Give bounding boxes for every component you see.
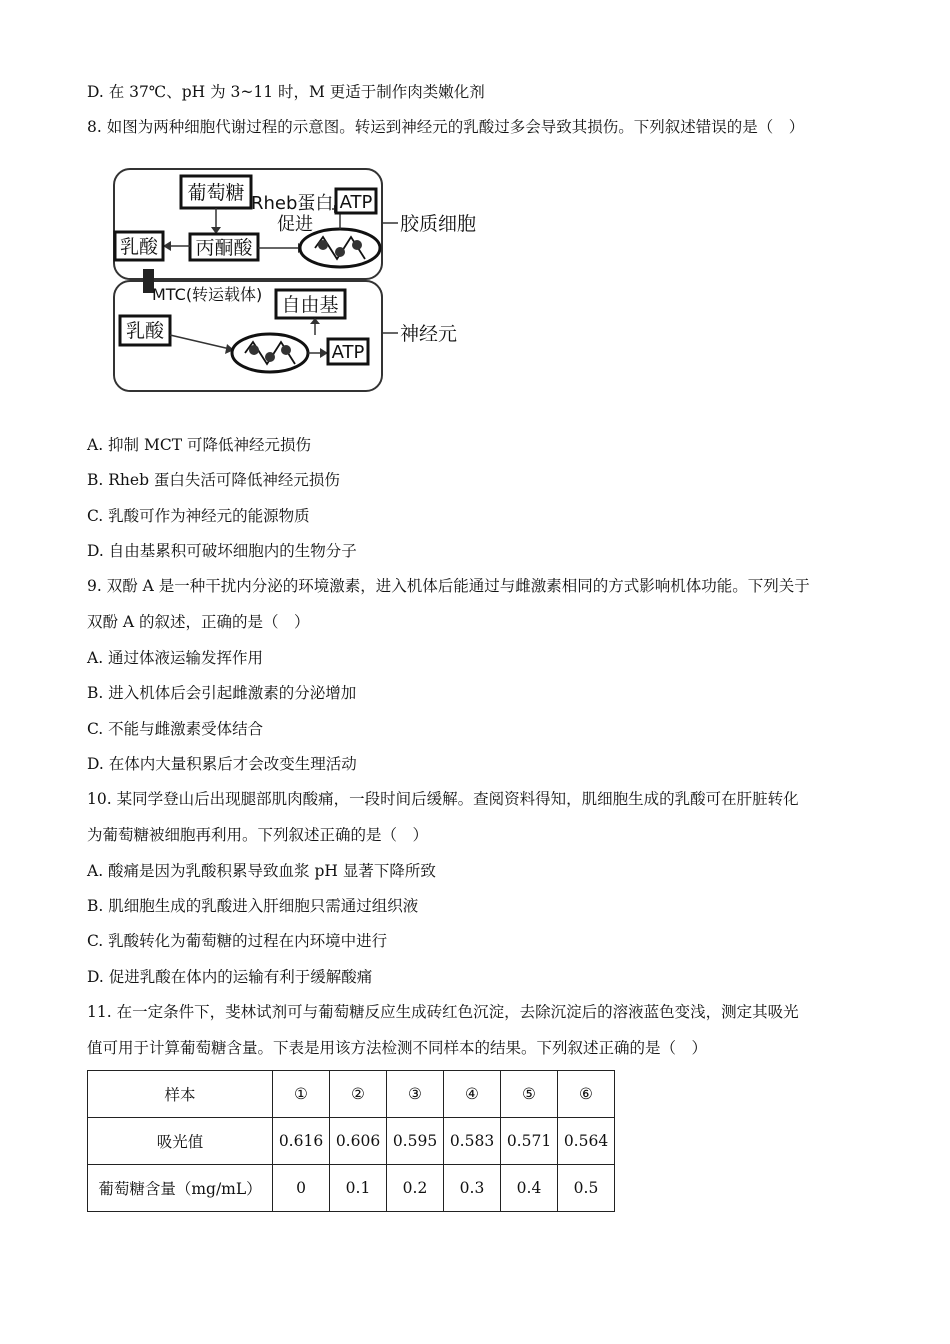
glucose-cell: 0 bbox=[273, 1165, 330, 1212]
glucose-absorbance-table bbox=[87, 1070, 615, 1212]
q10-stem-line1: 10. 某同学登山后出现腿部肌肉酸痛，一段时间后缓解。查阅资料得知，肌细胞生成的乳酸可在肝脏转化 bbox=[87, 790, 799, 808]
promote-label: 促进 bbox=[277, 214, 313, 235]
q10-option-b: B. 肌细胞生成的乳酸进入肝细胞只需通过组织液 bbox=[87, 897, 419, 915]
q10-option-a: A. 酸痛是因为乳酸积累导致血浆 pH 显著下降所致 bbox=[87, 862, 436, 880]
q11-stem-line2: 值可用于计算葡萄糖含量。下表是用该方法检测不同样本的结果。下列叙述正确的是（ ） bbox=[87, 1039, 708, 1057]
q9-stem-line1: 9. 双酚 A 是一种干扰内分泌的环境激素，进入机体后能通过与雌激素相同的方式影响机体功能。下列关于 bbox=[87, 577, 810, 595]
rheb-label: Rheb蛋白 bbox=[251, 193, 334, 214]
atp-neuron-label: ATP bbox=[331, 342, 365, 363]
glucose-cell: 0.2 bbox=[387, 1165, 444, 1212]
q10-stem-line2: 为葡萄糖被细胞再利用。下列叙述正确的是（ ） bbox=[87, 826, 429, 844]
absorbance-cell: 0.595 bbox=[387, 1118, 444, 1165]
absorbance-cell: 0.571 bbox=[501, 1118, 558, 1165]
free-radical-label: 自由基 bbox=[281, 294, 339, 316]
pyruvate-label: 丙酮酸 bbox=[195, 237, 253, 259]
glucose-cell: 0.5 bbox=[558, 1165, 615, 1212]
absorbance-cell: 0.583 bbox=[444, 1118, 501, 1165]
glucose-label: 葡萄糖 bbox=[187, 182, 245, 204]
sample-cell: ⑤ bbox=[501, 1071, 558, 1118]
sample-cell: ③ bbox=[387, 1071, 444, 1118]
q9-option-a: A. 通过体液运输发挥作用 bbox=[87, 649, 264, 667]
mitochondrion-glial bbox=[300, 229, 380, 267]
q9-option-d: D. 在体内大量积累后才会改变生理活动 bbox=[87, 755, 357, 773]
q8-option-a: A. 抑制 MCT 可降低神经元损伤 bbox=[87, 436, 311, 454]
lactate-glial-label: 乳酸 bbox=[119, 236, 159, 258]
row-header-glucose: 葡萄糖含量（mg/mL） bbox=[88, 1165, 273, 1212]
row-header-absorbance: 吸光值 bbox=[88, 1118, 273, 1165]
sample-cell: ① bbox=[273, 1071, 330, 1118]
glucose-cell: 0.1 bbox=[330, 1165, 387, 1212]
q11-stem-line1: 11. 在一定条件下，斐林试剂可与葡萄糖反应生成砖红色沉淀，去除沉淀后的溶液蓝色变浅，测定其吸光 bbox=[87, 1003, 799, 1021]
row-header-sample: 样本 bbox=[88, 1071, 273, 1118]
q8-option-b: B. Rheb 蛋白失活可降低神经元损伤 bbox=[87, 471, 340, 489]
q9-option-c: C. 不能与雌激素受体结合 bbox=[87, 720, 264, 738]
glucose-cell: 0.3 bbox=[444, 1165, 501, 1212]
table-row bbox=[88, 1118, 615, 1165]
mitochondrion-neuron bbox=[232, 334, 308, 372]
table-row bbox=[88, 1165, 615, 1212]
mtc-label: MTC(转运载体) bbox=[152, 285, 263, 304]
sample-cell: ⑥ bbox=[558, 1071, 615, 1118]
sample-cell: ④ bbox=[444, 1071, 501, 1118]
glial-cell-label: 胶质细胞 bbox=[400, 213, 477, 235]
q10-option-d: D. 促进乳酸在体内的运输有利于缓解酸痛 bbox=[87, 968, 373, 986]
sample-cell: ② bbox=[330, 1071, 387, 1118]
atp-glial-label: ATP bbox=[339, 192, 373, 213]
q9-option-b: B. 进入机体后会引起雌激素的分泌增加 bbox=[87, 684, 357, 702]
neuron-label: 神经元 bbox=[400, 323, 458, 345]
glucose-cell: 0.4 bbox=[501, 1165, 558, 1212]
absorbance-cell: 0.606 bbox=[330, 1118, 387, 1165]
q9-stem-line2: 双酚 A 的叙述，正确的是（ ） bbox=[87, 613, 310, 631]
q7-option-d: D. 在 37℃、pH 为 3~11 时，M 更适于制作肉类嫩化剂 bbox=[87, 83, 485, 101]
q10-option-c: C. 乳酸转化为葡萄糖的过程在内环境中进行 bbox=[87, 932, 388, 950]
absorbance-cell: 0.564 bbox=[558, 1118, 615, 1165]
cell-metabolism-diagram bbox=[110, 163, 510, 395]
table-row bbox=[88, 1071, 615, 1118]
q8-stem: 8. 如图为两种细胞代谢过程的示意图。转运到神经元的乳酸过多会导致其损伤。下列叙述错误的是（ ） bbox=[87, 118, 805, 136]
lactate-neuron-label: 乳酸 bbox=[125, 320, 165, 342]
q8-option-c: C. 乳酸可作为神经元的能源物质 bbox=[87, 507, 310, 525]
absorbance-cell: 0.616 bbox=[273, 1118, 330, 1165]
q8-option-d: D. 自由基累积可破坏细胞内的生物分子 bbox=[87, 542, 357, 560]
